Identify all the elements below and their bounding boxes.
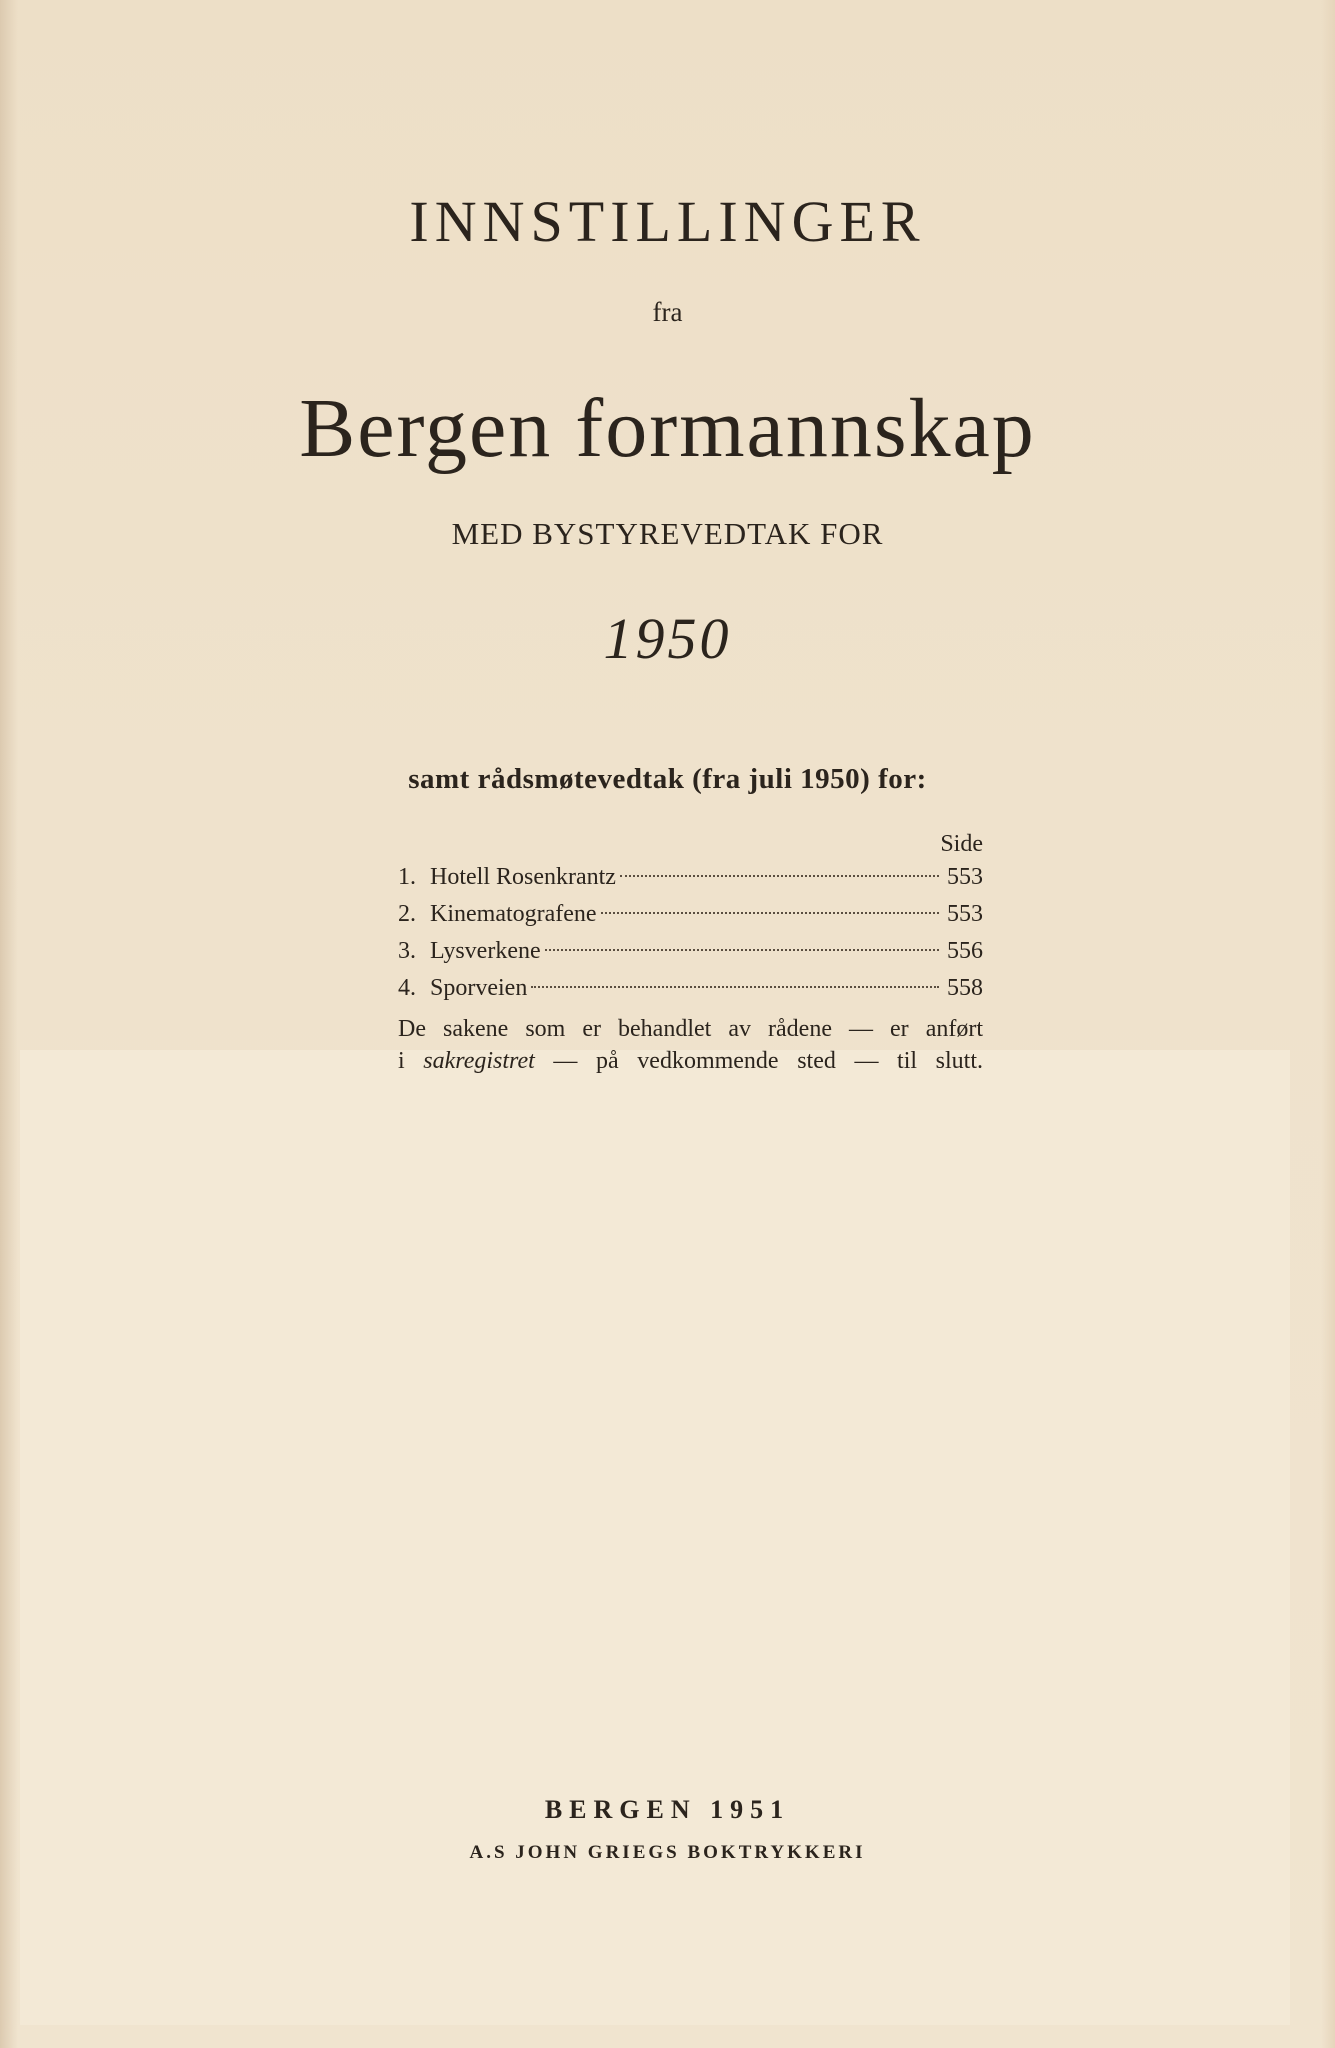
sub-heading: MED BYSTYREVEDTAK FOR: [451, 516, 884, 551]
toc-side-label: Side: [940, 831, 983, 857]
toc-item-number: 3.: [398, 938, 416, 964]
toc-item-label: Sporveien: [430, 975, 528, 1001]
toc-dot-leader: [531, 986, 939, 988]
year: 1950: [603, 606, 732, 671]
note-paragraph: [398, 1013, 983, 1077]
toc-item-number: 2.: [398, 901, 416, 927]
from-line: fra: [652, 297, 683, 327]
toc-item-page: 556: [947, 938, 983, 964]
toc-item-number: 1.: [398, 864, 416, 890]
toc-item-page: 553: [947, 901, 983, 927]
note-italic-term: sakregistret: [423, 1048, 535, 1074]
toc-item: [398, 933, 983, 970]
toc-item-label: Kinematografene: [430, 901, 597, 927]
toc-item-page: 558: [947, 975, 983, 1001]
toc-item: [398, 896, 983, 933]
note-line-2-prefix: i: [398, 1048, 424, 1074]
note-line-2-suffix: — på vedkommende sted — til slutt.: [534, 1048, 984, 1074]
toc-item-number: 4.: [398, 975, 416, 1001]
intro-line: samt rådsmøtevedtak (fra juli 1950) for:: [408, 763, 927, 795]
toc-item: [398, 859, 983, 896]
toc-dot-leader: [545, 949, 939, 951]
note-line-2: [398, 1045, 983, 1077]
imprint-city-year: BERGEN 1951: [544, 1795, 791, 1824]
organization-title: Bergen formannskap: [299, 382, 1036, 475]
note-line-1: De sakene som er behandlet av rådene — er anført: [398, 1016, 983, 1042]
table-of-contents: [398, 829, 983, 1007]
toc-item-page: 553: [947, 864, 983, 890]
toc-item-label: Lysverkene: [430, 938, 541, 964]
toc-item-label: Hotell Rosenkrantz: [430, 864, 616, 890]
toc-dot-leader: [620, 875, 939, 877]
imprint-printer: A.S JOHN GRIEGS BOKTRYKKERI: [469, 1842, 866, 1863]
main-heading: INNSTILLINGER: [409, 189, 926, 254]
page-lower-area: [20, 1050, 1290, 2025]
toc-dot-leader: [601, 912, 939, 914]
toc-item: [398, 970, 983, 1007]
